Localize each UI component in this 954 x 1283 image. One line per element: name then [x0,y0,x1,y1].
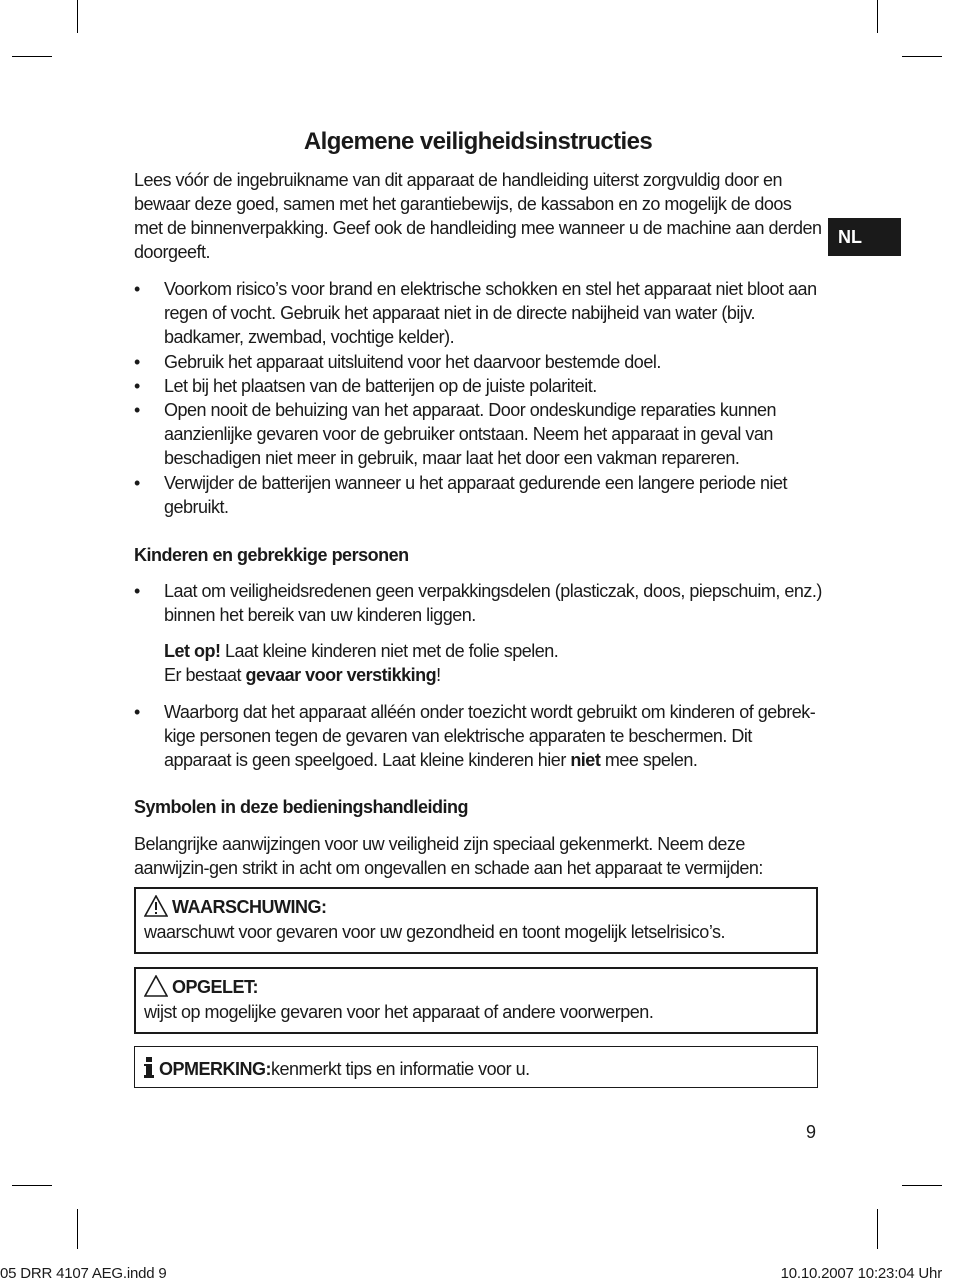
symbols-paragraph: Belangrijke aanwijzingen voor uw veiligheid zijn speciaal gekenmerkt. Neem deze aanwijzin-gen strikt in acht om ongevallen en schade aan het apparaat te vermijden: [134,834,763,878]
caution-header [144,975,258,997]
note-text: Laat kleine kinderen niet met de folie spelen. [220,641,559,661]
caution-triangle-icon [144,975,168,997]
list-item-text: Laat om veiligheidsredenen geen verpakkingsdelen (plasticzak, doos, piepschuim, enz.) binnen het bereik van uw kinderen liggen. [164,581,822,625]
caution-text: wijst op mogelijke gevaren voor het apparaat of andere voorwerpen. [144,1002,654,1022]
note-header [143,1057,530,1079]
crop-mark [12,1185,52,1186]
warning-label: WAARSCHUWING: [172,897,327,917]
list-item [134,398,822,470]
note-emphasis: gevaar voor verstikking [245,665,437,685]
note-text: ! [436,665,441,685]
page-number: 9 [806,1122,817,1142]
bullet-icon: • [134,473,140,493]
caution-box [134,967,818,1034]
bullet-icon: • [134,400,140,420]
crop-mark [77,0,78,33]
page-title: Algemene veiligheidsinstructies [303,128,653,155]
section-heading-children: Kinderen en gebrekkige personen [134,545,409,565]
list-item [134,374,822,398]
bullet-icon: • [134,376,140,396]
text-span: Waarborg dat het apparaat alléén onder toezicht wordt gebruikt om kinderen of gebrek-kige personen tegen de gevaren van elektrische apparaten te beschermen. Dit apparaat is geen speelgoed. Laat kleine kinderen hier [164,702,816,770]
note-label: Let op! [164,641,221,661]
text-span: mee spelen. [600,750,698,770]
crop-mark [77,1209,78,1249]
list-item [134,579,822,627]
list-item [134,700,822,772]
footer-timestamp: 10.10.2007 10:23:04 Uhr [780,1265,942,1282]
section-heading-symbols: Symbolen in deze bedieningshandleiding [134,797,469,817]
bullet-icon: • [134,702,140,722]
note-block [164,639,822,687]
list-item [134,471,822,519]
note-box [134,1046,818,1088]
list-item-text: Verwijder de batterijen wanneer u het apparaat gedurende een langere periode niet gebruikt. [164,473,787,517]
info-icon [143,1057,155,1079]
crop-mark [902,1185,942,1186]
list-item-text: Let bij het plaatsen van de batterijen op de juiste polariteit. [164,376,597,396]
note-box-label: OPMERKING: [159,1059,271,1079]
warning-box [134,887,818,954]
list-item [134,277,822,349]
caution-label: OPGELET: [172,977,259,997]
list-item-text: Open nooit de behuizing van het apparaat. Door ondeskundige reparaties kunnen aanzienlijke gevaren voor de gebruiker ontstaan. Neem het apparaat in geval van beschadigen niet meer in gebruik, maar laat het door een vakman repareren. [164,400,776,468]
warning-triangle-icon [144,895,168,917]
warning-text: waarschuwt voor gevaren voor uw gezondheid en toont mogelijk letselrisico’s. [144,922,725,942]
crop-mark [12,56,52,57]
list-item-text: Gebruik het apparaat uitsluitend voor het daarvoor bestemde doel. [164,352,661,372]
note-line [164,663,822,687]
text-emphasis: niet [570,750,601,770]
note-text: Er bestaat [164,665,246,685]
footer-file-info: 05 DRR 4107 AEG.indd 9 [0,1265,167,1282]
language-tab: NL [828,218,901,256]
list-item [134,350,822,374]
bullet-icon: • [134,352,140,372]
crop-mark [877,0,878,33]
warning-header [144,895,326,917]
crop-mark [902,56,942,57]
bullet-icon: • [134,581,140,601]
intro-paragraph: Lees vóór de ingebruikname van dit apparaat de handleiding uiterst zorgvuldig door en bewaar deze goed, samen met het garantiebewijs, de kassabon en zo mogelijk de doos met de binnenverpakking. Geef ook de handleiding mee wanneer u de machine aan derden doorgeeft. [134,170,822,262]
note-line [164,639,822,663]
list-item-text: Voorkom risico’s voor brand en elektrische schokken en stel het apparaat niet bloot aan regen of vocht. Gebruik het apparaat niet in de directe nabijheid van water (bijv. badkamer, zwembad, vochtige kelder). [164,279,817,347]
crop-mark [877,1209,878,1249]
list-item-text [164,700,822,772]
note-box-text: kenmerkt tips en informatie voor u. [271,1059,530,1079]
bullet-icon: • [134,279,140,299]
